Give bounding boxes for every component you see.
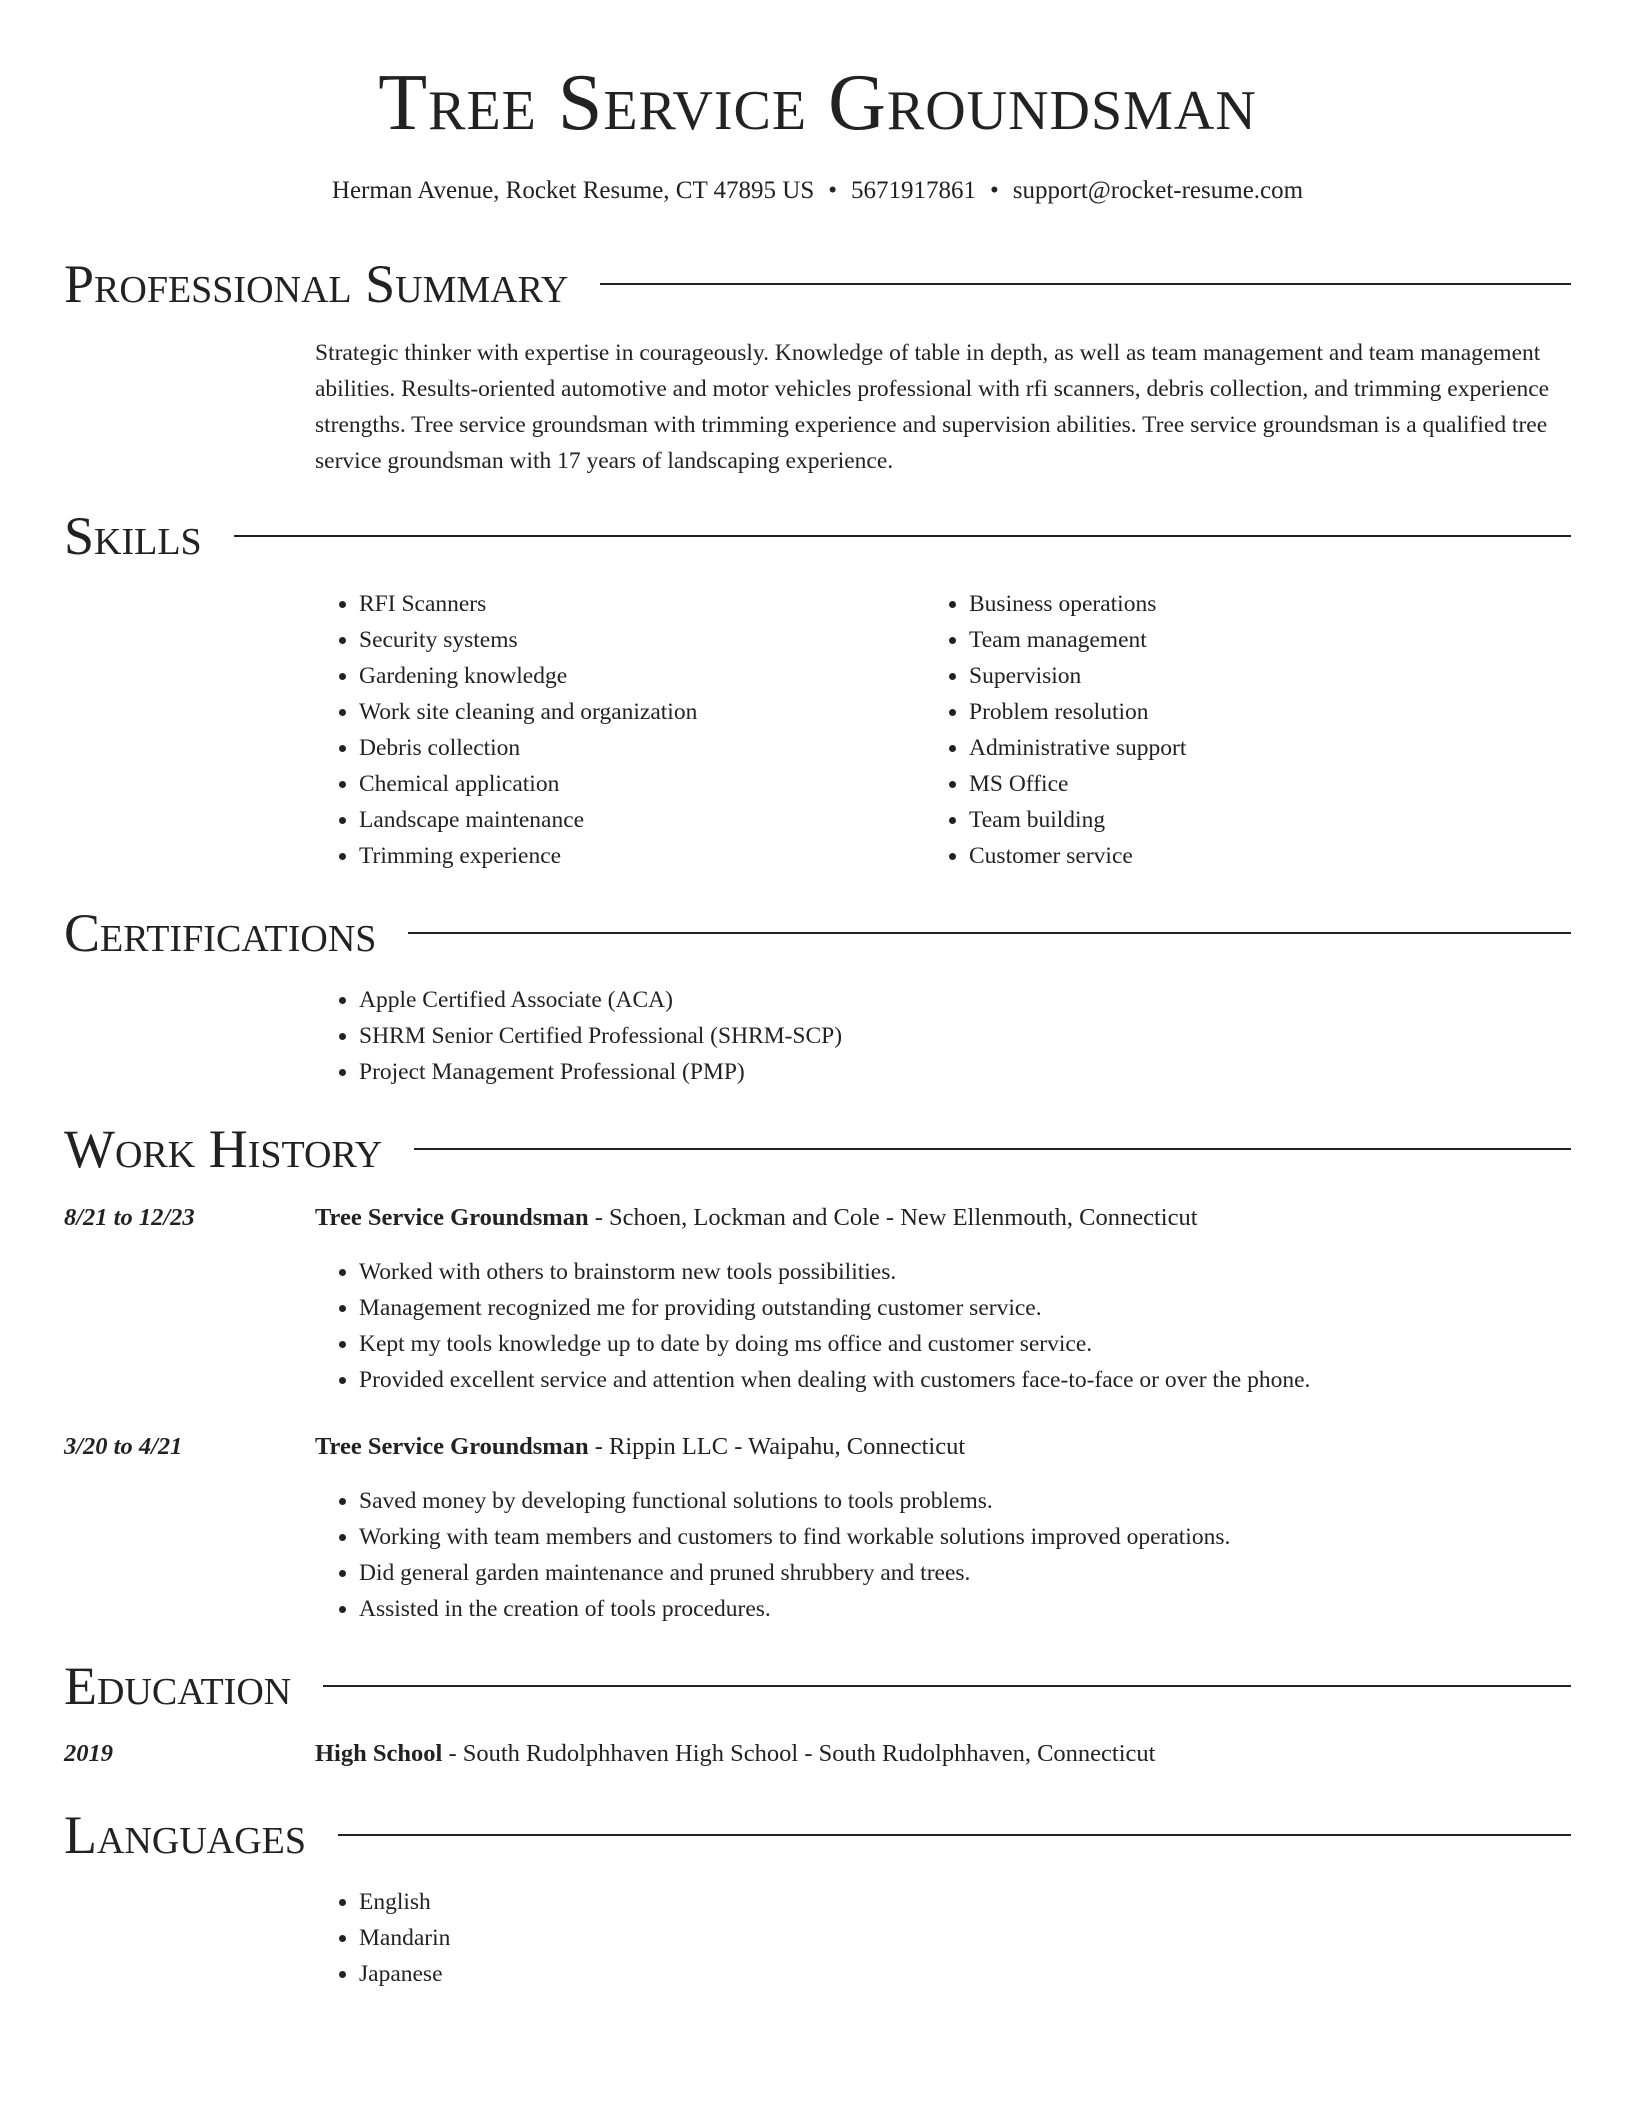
certification-item: • Apple Certified Associate (ACA) [359,982,842,1018]
job-employer: - Rippin LLC - Waipahu, Connecticut [588,1433,966,1460]
job-bullets [315,1483,1230,1627]
job-bullets [315,1254,1310,1398]
education-school: - South Rudolphhaven High School - South Rudolphhaven, Connecticut [442,1740,1156,1767]
job-title: Tree Service Groundsman [315,1433,589,1460]
job-bullet: • Worked with others to brainstorm new tools possibilities. [359,1254,1310,1290]
job-employer: - Schoen, Lockman and Cole - New Ellenmouth, Connecticut [588,1204,1198,1231]
language-item: • Japanese [359,1956,450,1992]
certification-item: • SHRM Senior Certified Professional (SHRM-SCP) [359,1018,842,1054]
job-dates: 8/21 to 12/23 [64,1204,195,1231]
skill-item: • Business operations [969,586,1186,622]
summary-section-header [64,252,1571,316]
languages-list [315,1884,450,1992]
skill-item: • Team building [969,802,1186,838]
summary-text: Strategic thinker with expertise in courageously. Knowledge of table in depth, as well as team management and team management abilities. Results-oriented automotive and motor vehicles professional with rfi scanners, debris collection, and trimming experience strengths. Tree service groundsman with trimming experience and supervision abilities. Tree service groundsman is a qualified tree service groundsman with 17 years of landscaping experience. [315,340,1550,474]
education-year: 2019 [64,1740,113,1767]
section-divider [338,1834,1571,1836]
skill-item: • Trimming experience [359,838,697,874]
certifications-section-header [64,901,1571,965]
job-bullet: • Provided excellent service and attention when dealing with customers face-to-face or over the phone. [359,1362,1310,1398]
summary-heading: Professional Summary [64,254,569,314]
skill-item: • Work site cleaning and organization [359,694,697,730]
contact-separator: • [828,177,838,204]
work-section-header [64,1117,1571,1181]
skill-item: • Landscape maintenance [359,802,697,838]
certifications-heading: Certifications [64,903,377,963]
job-bullet: • Working with team members and customers to find workable solutions improved operations. [359,1519,1230,1555]
contact-email: support@rocket-resume.com [1012,177,1304,204]
contact-line [64,174,1571,208]
skill-item: • Chemical application [359,766,697,802]
skill-item: • Customer service [969,838,1186,874]
contact-separator: • [990,177,999,204]
education-line [315,1736,1155,1772]
job-bullets-block [315,1483,1230,1627]
job-dates: 3/20 to 4/21 [64,1433,183,1460]
work-heading: Work History [64,1119,383,1179]
job-bullet: • Saved money by developing functional solutions to tools problems. [359,1483,1230,1519]
language-item: • English [359,1884,450,1920]
languages-section-header [64,1803,1571,1867]
skill-item: • Debris collection [359,730,697,766]
section-divider [408,932,1571,934]
skills-list-right [925,586,1186,874]
section-divider [234,535,1571,537]
section-divider [414,1148,1571,1150]
skills-list-left [315,586,697,874]
languages-heading: Languages [64,1805,306,1865]
skills-column-left [315,586,697,874]
education-degree: High School [315,1740,443,1767]
skills-section-header [64,504,1571,568]
skills-column-right [925,586,1186,874]
certifications-block [315,982,842,1090]
candidate-name: Tree Service Groundsman [378,59,1257,147]
skill-item: • MS Office [969,766,1186,802]
skill-item: • Administrative support [969,730,1186,766]
education-heading: Education [64,1656,292,1716]
language-item: • Mandarin [359,1920,450,1956]
job-bullet: • Did general garden maintenance and pruned shrubbery and trees. [359,1555,1230,1591]
skill-item: • Team management [969,622,1186,658]
job-title-line [315,1429,965,1465]
education-section-header [64,1654,1571,1718]
section-divider [323,1685,1571,1687]
job-bullet: • Kept my tools knowledge up to date by doing ms office and customer service. [359,1326,1310,1362]
job-title: Tree Service Groundsman [315,1204,589,1231]
certification-item: • Project Management Professional (PMP) [359,1054,842,1090]
skill-item: • Gardening knowledge [359,658,697,694]
section-divider [600,283,1571,285]
contact-phone: 5671917861 [851,177,977,204]
job-bullet: • Assisted in the creation of tools procedures. [359,1591,1230,1627]
skill-item: • RFI Scanners [359,586,697,622]
skill-item: • Problem resolution [969,694,1186,730]
skills-heading: Skills [64,506,202,566]
job-title-line [315,1200,1198,1236]
job-bullet: • Management recognized me for providing outstanding customer service. [359,1290,1310,1326]
contact-address: Herman Avenue, Rocket Resume, CT 47895 US [331,177,815,204]
skill-item: • Supervision [969,658,1186,694]
certifications-list [315,982,842,1090]
languages-block [315,1884,450,1992]
job-bullets-block [315,1254,1310,1398]
skill-item: • Security systems [359,622,697,658]
